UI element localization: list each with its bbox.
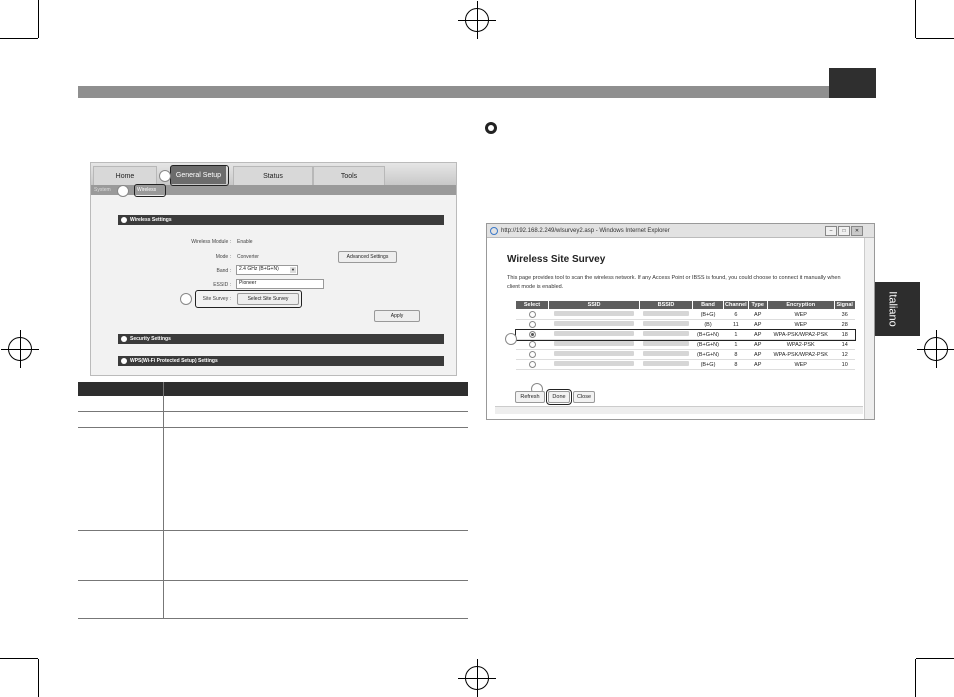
section-bullet-icon bbox=[121, 358, 127, 364]
column-header: Encryption bbox=[767, 301, 834, 310]
general-setup-callout bbox=[170, 165, 229, 186]
signal-cell: 18 bbox=[834, 330, 855, 340]
window-titlebar: http://192.168.2.249/wlsurvey2.asp - Windows Internet Explorer bbox=[487, 224, 874, 238]
table-row[interactable] bbox=[516, 310, 856, 320]
encryption-cell: WPA-PSK/WPA2-PSK bbox=[767, 350, 834, 360]
mode-label: Mode : bbox=[215, 254, 231, 260]
wps-settings-header[interactable]: WPS(Wi-Fi Protected Setup) Settings bbox=[118, 356, 444, 366]
signal-cell: 10 bbox=[834, 360, 855, 370]
type-cell: AP bbox=[748, 360, 767, 370]
step-marker bbox=[117, 185, 129, 197]
table-row-line bbox=[78, 427, 468, 428]
type-cell: AP bbox=[748, 340, 767, 350]
maximize-icon[interactable]: □ bbox=[838, 226, 850, 236]
table-divider bbox=[163, 382, 164, 618]
essid-input[interactable]: Pioneer bbox=[236, 279, 324, 289]
band-cell: (B+G+N) bbox=[693, 340, 724, 350]
encryption-cell: WEP bbox=[767, 310, 834, 320]
table-row[interactable] bbox=[516, 340, 856, 350]
crop-mark bbox=[915, 0, 916, 38]
table-row-line bbox=[78, 580, 468, 581]
tip-icon bbox=[485, 122, 497, 134]
column-header: SSID bbox=[549, 301, 640, 310]
subnav-wireless[interactable]: Wireless bbox=[137, 187, 157, 193]
column-header: Channel bbox=[725, 302, 747, 308]
crop-mark bbox=[38, 0, 39, 38]
security-settings-header[interactable]: Security Settings bbox=[118, 334, 444, 344]
table-row[interactable] bbox=[516, 360, 856, 370]
registration-mark bbox=[924, 337, 948, 361]
tab-tools[interactable]: Tools bbox=[313, 166, 385, 186]
band-cell: (B+G+N) bbox=[693, 330, 724, 340]
bssid-cell bbox=[643, 361, 689, 366]
section-bullet-icon bbox=[121, 336, 127, 342]
column-header: BSSID bbox=[640, 301, 693, 310]
bssid-cell bbox=[643, 341, 689, 346]
select-radio[interactable] bbox=[529, 321, 536, 328]
type-cell: AP bbox=[748, 350, 767, 360]
ssid-cell bbox=[554, 361, 634, 366]
tab-status[interactable]: Status bbox=[233, 166, 313, 186]
section-bullet-icon bbox=[121, 217, 127, 223]
header-bar bbox=[78, 86, 876, 98]
subnav-system[interactable]: System bbox=[94, 187, 111, 193]
encryption-cell: WPA2-PSK bbox=[767, 340, 834, 350]
chevron-down-icon: ▼ bbox=[291, 267, 295, 272]
advanced-settings-button[interactable]: Advanced Settings bbox=[338, 251, 397, 263]
survey-table bbox=[515, 300, 856, 370]
band-label: Band : bbox=[216, 268, 231, 274]
signal-cell: 28 bbox=[834, 320, 855, 330]
table-row-line bbox=[78, 618, 468, 619]
crop-mark bbox=[915, 659, 916, 697]
horizontal-scrollbar[interactable] bbox=[495, 406, 863, 414]
encryption-cell: WPA-PSK/WPA2-PSK bbox=[767, 330, 834, 340]
type-cell: AP bbox=[748, 310, 767, 320]
select-radio[interactable] bbox=[529, 341, 536, 348]
type-cell: AP bbox=[748, 330, 767, 340]
table-header bbox=[78, 382, 468, 396]
site-survey-callout bbox=[195, 290, 302, 308]
mode-value: Converter bbox=[237, 254, 259, 260]
tab-general-setup[interactable]: General Setup bbox=[171, 166, 226, 184]
signal-cell: 36 bbox=[834, 310, 855, 320]
ssid-cell bbox=[554, 351, 634, 356]
column-header: Select bbox=[516, 301, 549, 310]
essid-label: ESSID : bbox=[213, 282, 231, 288]
wireless-settings-header: Wireless Settings bbox=[118, 215, 444, 225]
registration-mark bbox=[8, 337, 32, 361]
band-cell: (B+G) bbox=[693, 360, 724, 370]
table-row-selected[interactable] bbox=[516, 330, 856, 340]
channel-cell: 6 bbox=[724, 310, 749, 320]
column-header: Band bbox=[693, 301, 724, 310]
site-survey-window bbox=[486, 223, 875, 420]
refresh-button[interactable]: Refresh bbox=[515, 391, 545, 403]
ssid-cell bbox=[554, 321, 634, 326]
bssid-cell bbox=[643, 351, 689, 356]
ssid-cell bbox=[554, 331, 634, 336]
crop-mark bbox=[38, 659, 39, 697]
signal-cell: 12 bbox=[834, 350, 855, 360]
encryption-cell: WEP bbox=[767, 320, 834, 330]
table-row-line bbox=[78, 530, 468, 531]
browser-icon bbox=[490, 227, 498, 235]
step-marker bbox=[159, 170, 171, 182]
chapter-tab bbox=[829, 68, 876, 98]
survey-description: This page provides tool to scan the wireless network. If any Access Point or IBSS is found, you could choose to connect it manually when client mode is enabled. bbox=[507, 275, 841, 290]
done-button[interactable]: Done bbox=[548, 391, 570, 403]
crop-mark bbox=[916, 658, 954, 659]
language-tab: Italiano bbox=[866, 282, 920, 336]
bssid-cell bbox=[643, 331, 689, 336]
crop-mark bbox=[0, 658, 38, 659]
select-radio[interactable] bbox=[529, 311, 536, 318]
step-marker bbox=[505, 333, 517, 345]
select-radio[interactable] bbox=[529, 351, 536, 358]
router-nav-bar bbox=[91, 163, 456, 185]
crop-mark bbox=[0, 38, 38, 39]
tab-home[interactable]: Home bbox=[93, 166, 157, 186]
minimize-icon[interactable]: – bbox=[825, 226, 837, 236]
survey-title: Wireless Site Survey bbox=[507, 254, 606, 265]
ssid-cell bbox=[554, 341, 634, 346]
bssid-cell bbox=[643, 321, 689, 326]
router-settings-screenshot bbox=[90, 162, 457, 376]
crop-mark bbox=[916, 38, 954, 39]
close-icon[interactable]: ✕ bbox=[851, 226, 863, 236]
step-marker bbox=[180, 293, 192, 305]
apply-button[interactable]: Apply bbox=[374, 310, 420, 322]
bssid-cell bbox=[643, 311, 689, 316]
channel-cell: 1 bbox=[724, 330, 749, 340]
vertical-scrollbar[interactable] bbox=[864, 238, 874, 419]
table-row-line bbox=[78, 411, 468, 412]
channel-cell: 1 bbox=[724, 340, 749, 350]
channel-cell: 11 bbox=[724, 320, 749, 330]
band-cell: (B) bbox=[693, 320, 724, 330]
encryption-cell: WEP bbox=[767, 360, 834, 370]
column-header: Signal bbox=[834, 301, 855, 310]
wireless-callout bbox=[134, 184, 166, 197]
channel-cell: 8 bbox=[724, 360, 749, 370]
module-label: Wireless Module : bbox=[191, 239, 231, 245]
registration-mark bbox=[465, 666, 489, 690]
table-row[interactable] bbox=[516, 320, 856, 330]
type-cell: AP bbox=[748, 320, 767, 330]
band-select[interactable]: 2.4 GHz (B+G+N) ▼ bbox=[236, 265, 298, 275]
signal-cell: 14 bbox=[834, 340, 855, 350]
select-site-survey-button[interactable]: Select Site Survey bbox=[237, 293, 299, 305]
column-header: Type bbox=[748, 301, 767, 310]
registration-mark bbox=[465, 8, 489, 32]
channel-cell: 8 bbox=[724, 350, 749, 360]
site-survey-label: Site Survey : bbox=[202, 296, 231, 302]
close-button[interactable]: Close bbox=[573, 391, 595, 403]
table-row[interactable] bbox=[516, 350, 856, 360]
select-radio[interactable] bbox=[529, 361, 536, 368]
ssid-cell bbox=[554, 311, 634, 316]
select-radio[interactable] bbox=[529, 331, 536, 338]
band-cell: (B+G+N) bbox=[693, 350, 724, 360]
band-cell: (B+G) bbox=[693, 310, 724, 320]
module-value: Enable bbox=[237, 239, 253, 245]
